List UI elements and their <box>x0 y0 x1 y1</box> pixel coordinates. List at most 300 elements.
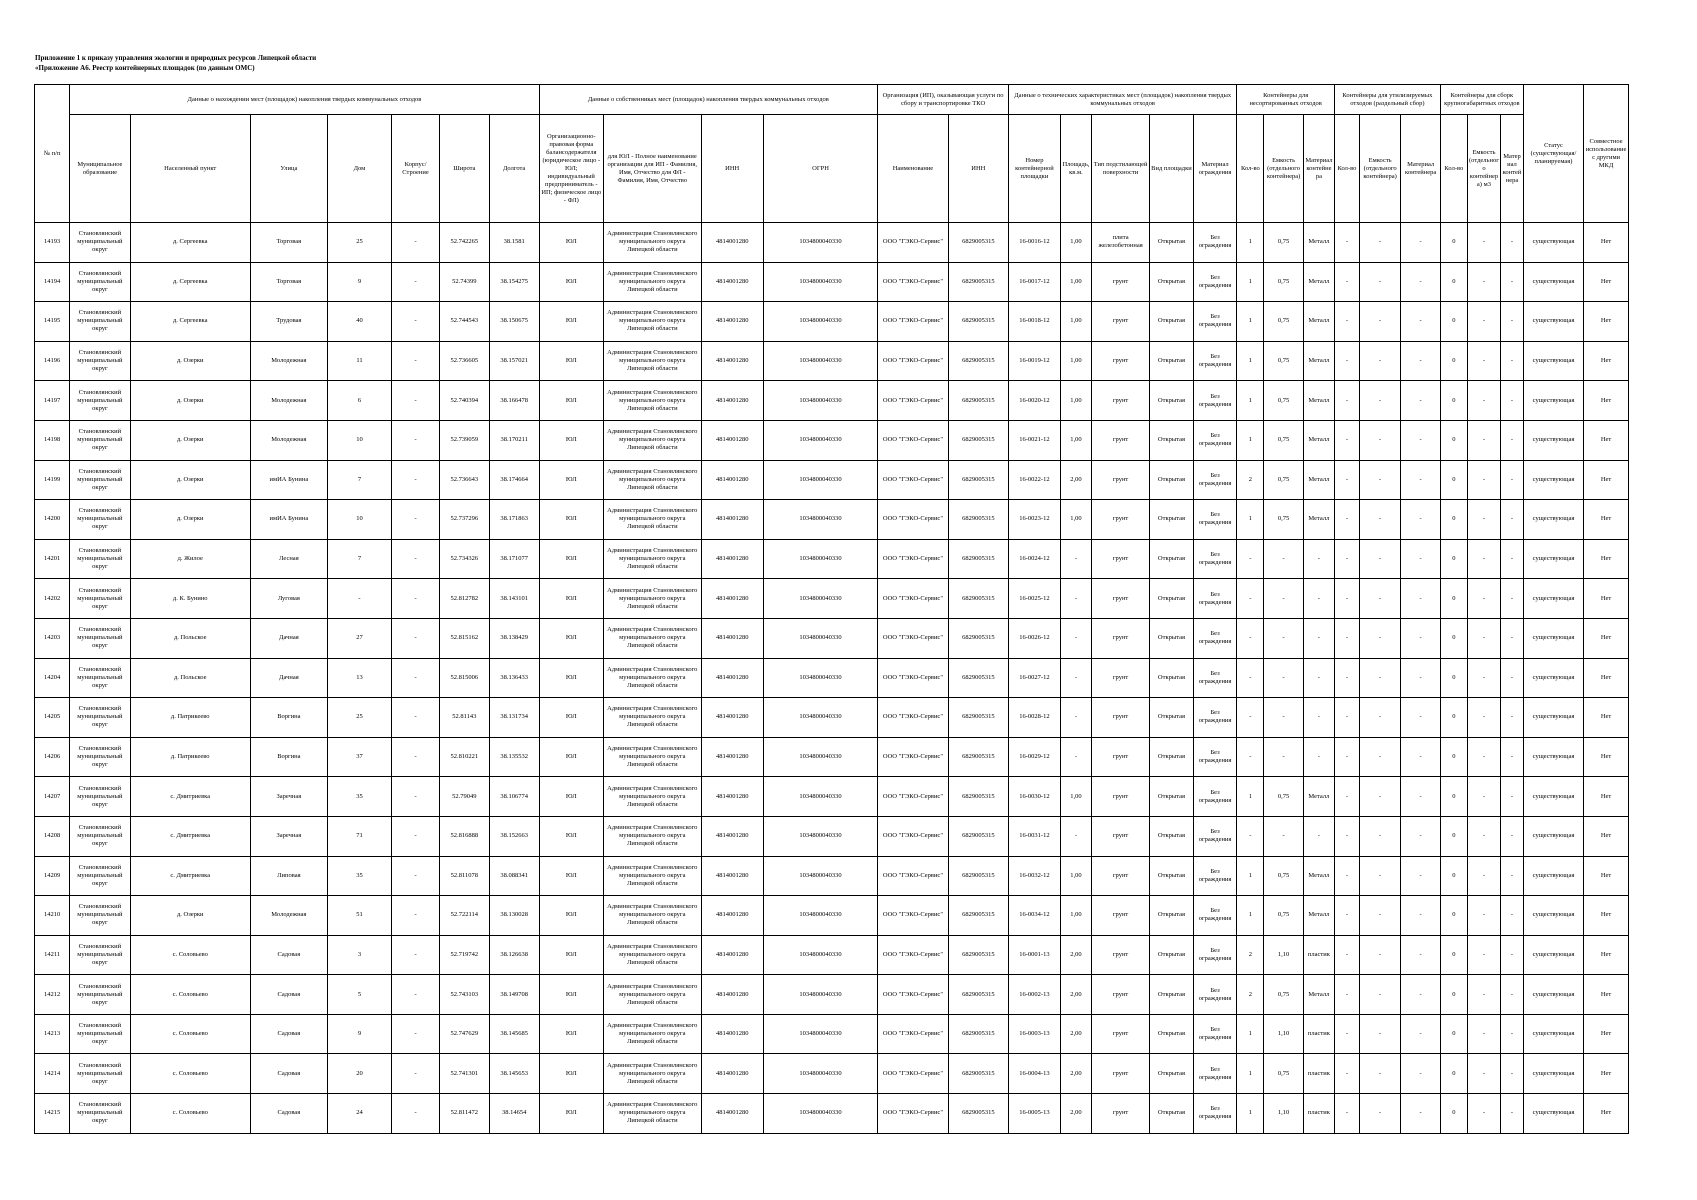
table-cell: 38.171077 <box>489 539 539 579</box>
table-cell: ЮЛ <box>539 737 603 777</box>
table-cell: 0 <box>1440 302 1467 342</box>
table-cell: Нет <box>1584 539 1629 579</box>
table-cell: 6829005315 <box>948 262 1008 302</box>
table-cell: с. Соловьево <box>130 1094 250 1134</box>
table-cell: 52.810221 <box>439 737 489 777</box>
table-cell: Лесная <box>250 539 327 579</box>
table-cell: - <box>1359 1054 1401 1094</box>
table-cell: Администрация Становлянского муниципального округа Липецкой области <box>603 500 701 540</box>
table-cell: 4814001280 <box>701 737 763 777</box>
table-cell: 2 <box>1237 460 1264 500</box>
table-cell: 11 <box>327 341 391 381</box>
table-cell: - <box>1501 460 1524 500</box>
table-cell: имИА Бунина <box>250 460 327 500</box>
table-cell: с. Дмитриевка <box>130 856 250 896</box>
table-cell: 0 <box>1440 698 1467 738</box>
table-row <box>35 341 1629 381</box>
table-cell: грунт <box>1092 381 1150 421</box>
table-cell: 16-0022-12 <box>1008 460 1060 500</box>
table-cell: 6829005315 <box>948 460 1008 500</box>
table-cell: - <box>1501 1014 1524 1054</box>
col-recyclable-material: Материал контейнера <box>1401 115 1440 223</box>
table-cell: ЮЛ <box>539 341 603 381</box>
table-cell: 4814001280 <box>701 460 763 500</box>
table-cell: ЮЛ <box>539 302 603 342</box>
table-cell: 0 <box>1440 658 1467 698</box>
table-cell: д. Озерки <box>130 381 250 421</box>
table-cell: ООО "ГЭКО-Сервис" <box>878 1094 949 1134</box>
table-cell: 0,75 <box>1264 975 1303 1015</box>
table-cell: - <box>1359 737 1401 777</box>
table-cell: Становлянский муниципальный округ <box>70 302 130 342</box>
col-surface: Тип подстилающей поверхности <box>1092 115 1150 223</box>
table-cell: Становлянский муниципальный округ <box>70 856 130 896</box>
table-cell: 14201 <box>35 539 70 579</box>
table-cell: 6829005315 <box>948 1014 1008 1054</box>
table-cell: существующая <box>1523 420 1583 460</box>
table-cell: Администрация Становлянского муниципального округа Липецкой области <box>603 341 701 381</box>
table-cell: - <box>1401 341 1440 381</box>
table-cell: 1,00 <box>1060 856 1091 896</box>
table-cell: 10 <box>327 420 391 460</box>
table-cell: 6829005315 <box>948 579 1008 619</box>
table-cell: - <box>1060 579 1091 619</box>
table-cell: ЮЛ <box>539 381 603 421</box>
table-cell: 14209 <box>35 856 70 896</box>
table-cell: Луговая <box>250 579 327 619</box>
table-cell: - <box>1334 302 1359 342</box>
table-cell: 1034800040330 <box>763 816 877 856</box>
table-cell: 14215 <box>35 1094 70 1134</box>
table-cell: 0 <box>1440 975 1467 1015</box>
table-cell: - <box>1501 618 1524 658</box>
table-cell: 6829005315 <box>948 618 1008 658</box>
table-cell: 6829005315 <box>948 816 1008 856</box>
table-cell: грунт <box>1092 816 1150 856</box>
table-cell: - <box>1060 816 1091 856</box>
table-cell: Открытая <box>1150 698 1194 738</box>
table-cell: - <box>1401 777 1440 817</box>
table-cell: Молодежная <box>250 381 327 421</box>
table-cell: - <box>1359 1014 1401 1054</box>
group-operator: Организация (ИП), оказывающая услуги по сбору и транспортировке ТКО <box>878 85 1009 115</box>
table-row <box>35 460 1629 500</box>
table-cell: - <box>1359 500 1401 540</box>
table-cell: 0 <box>1440 856 1467 896</box>
table-cell: пластик <box>1303 1054 1334 1094</box>
table-cell: ООО "ГЭКО-Сервис" <box>878 975 949 1015</box>
table-cell: - <box>392 381 440 421</box>
table-cell: 16-0003-13 <box>1008 1014 1060 1054</box>
table-cell: Администрация Становлянского муниципального округа Липецкой области <box>603 856 701 896</box>
table-cell: 6829005315 <box>948 698 1008 738</box>
table-cell: д. Озерки <box>130 420 250 460</box>
table-cell: 0 <box>1440 341 1467 381</box>
table-cell: 1034800040330 <box>763 302 877 342</box>
col-owner-name: для ЮЛ - Полное наименование организации для ИП - Фамилия, Имя, Отчество для ФЛ - Фамилия, Имя, Отчество <box>603 115 701 223</box>
table-cell: - <box>392 1094 440 1134</box>
table-cell: ООО "ГЭКО-Сервис" <box>878 935 949 975</box>
table-cell: Без ограждения <box>1193 658 1237 698</box>
table-row <box>35 816 1629 856</box>
table-cell: 14195 <box>35 302 70 342</box>
table-cell: Нет <box>1584 223 1629 263</box>
table-cell: - <box>1501 420 1524 460</box>
table-cell: 1034800040330 <box>763 1094 877 1134</box>
table-cell: 3 <box>327 935 391 975</box>
table-cell: 1,00 <box>1060 500 1091 540</box>
table-cell: 16-0027-12 <box>1008 658 1060 698</box>
table-cell: 6829005315 <box>948 223 1008 263</box>
table-cell: Без ограждения <box>1193 856 1237 896</box>
table-cell: 0,75 <box>1264 777 1303 817</box>
table-cell: д. Озерки <box>130 896 250 936</box>
table-cell: 16-0023-12 <box>1008 500 1060 540</box>
table-cell: 52.737296 <box>439 500 489 540</box>
table-cell: 1 <box>1237 420 1264 460</box>
table-cell: Без ограждения <box>1193 223 1237 263</box>
table-cell: 16-0016-12 <box>1008 223 1060 263</box>
table-cell: 0,75 <box>1264 500 1303 540</box>
table-row <box>35 777 1629 817</box>
table-cell: 4814001280 <box>701 658 763 698</box>
table-cell: ООО "ГЭКО-Сервис" <box>878 500 949 540</box>
table-cell: - <box>1501 935 1524 975</box>
table-cell: - <box>1237 737 1264 777</box>
table-cell: - <box>1401 658 1440 698</box>
table-cell: 4814001280 <box>701 420 763 460</box>
table-cell: 16-0021-12 <box>1008 420 1060 460</box>
table-cell: 2,00 <box>1060 1094 1091 1134</box>
table-cell: - <box>1401 618 1440 658</box>
table-cell: Открытая <box>1150 1054 1194 1094</box>
table-cell: существующая <box>1523 658 1583 698</box>
table-cell: Открытая <box>1150 381 1194 421</box>
col-legal-form: Организационно-правовая форма балансодержателя (юридическое лицо - ЮЛ; индивидуальный предприниматель - ИП; физическое лицо - ФЛ) <box>539 115 603 223</box>
col-municipality: Муниципальное образование <box>70 115 130 223</box>
table-cell: - <box>1501 579 1524 619</box>
table-cell: 9 <box>327 262 391 302</box>
table-cell: ООО "ГЭКО-Сервис" <box>878 302 949 342</box>
table-cell: Металл <box>1303 262 1334 302</box>
table-cell: Нет <box>1584 500 1629 540</box>
group-tech: Данные о технических характеристиках мест (площадок) накопления твердых коммунальных отходов <box>1008 85 1236 115</box>
table-cell: 51 <box>327 896 391 936</box>
table-cell: 4814001280 <box>701 975 763 1015</box>
table-cell: - <box>1359 935 1401 975</box>
table-cell: ООО "ГЭКО-Сервис" <box>878 223 949 263</box>
table-cell: - <box>1501 223 1524 263</box>
table-cell: д. К. Бунино <box>130 579 250 619</box>
table-cell: имИА Бунина <box>250 500 327 540</box>
table-cell: - <box>1467 698 1500 738</box>
col-ogrn: ОГРН <box>763 115 877 223</box>
table-cell: Без ограждения <box>1193 579 1237 619</box>
table-cell: - <box>1359 777 1401 817</box>
table-cell: 1 <box>1237 500 1264 540</box>
table-cell: Воргина <box>250 737 327 777</box>
table-cell: 38.174664 <box>489 460 539 500</box>
table-cell: 6 <box>327 381 391 421</box>
table-cell: Дачная <box>250 658 327 698</box>
table-cell: - <box>1401 262 1440 302</box>
table-cell: грунт <box>1092 777 1150 817</box>
table-cell: грунт <box>1092 975 1150 1015</box>
table-cell: Администрация Становлянского муниципального округа Липецкой области <box>603 460 701 500</box>
table-cell: грунт <box>1092 420 1150 460</box>
table-cell: Без ограждения <box>1193 302 1237 342</box>
table-cell: Становлянский муниципальный округ <box>70 1094 130 1134</box>
table-cell: 24 <box>327 1094 391 1134</box>
table-cell: - <box>1359 579 1401 619</box>
table-cell: Садовая <box>250 975 327 1015</box>
table-cell: - <box>327 579 391 619</box>
table-cell: ЮЛ <box>539 935 603 975</box>
table-cell: д. Озерки <box>130 341 250 381</box>
col-area: Площадь, кв.м. <box>1060 115 1091 223</box>
table-cell: 4814001280 <box>701 816 763 856</box>
table-cell: ЮЛ <box>539 460 603 500</box>
table-cell: - <box>1237 618 1264 658</box>
table-cell: 52.741301 <box>439 1054 489 1094</box>
table-cell: 6829005315 <box>948 935 1008 975</box>
table-cell: ЮЛ <box>539 658 603 698</box>
table-cell: Становлянский муниципальный округ <box>70 618 130 658</box>
container-sites-registry-table <box>34 84 1629 1134</box>
table-cell: - <box>1303 618 1334 658</box>
table-cell: Нет <box>1584 935 1629 975</box>
table-cell: пластик <box>1303 1094 1334 1134</box>
table-row <box>35 1054 1629 1094</box>
col-operator-name: Наименование <box>878 115 949 223</box>
table-cell: существующая <box>1523 975 1583 1015</box>
group-recyclable: Контейнеры для утилизируемых отходов (раздельный сбор) <box>1334 85 1440 115</box>
table-cell: 14214 <box>35 1054 70 1094</box>
col-status: Статус (существующая/ планируемая) <box>1523 85 1583 223</box>
table-cell: - <box>1501 816 1524 856</box>
table-cell: 14208 <box>35 816 70 856</box>
table-cell: - <box>1401 302 1440 342</box>
table-cell: - <box>1401 1014 1440 1054</box>
table-cell: 6829005315 <box>948 302 1008 342</box>
table-cell: 16-0026-12 <box>1008 618 1060 658</box>
table-cell: - <box>1501 658 1524 698</box>
table-cell: - <box>1401 1094 1440 1134</box>
table-cell: - <box>1501 1054 1524 1094</box>
table-cell: д. Жилое <box>130 539 250 579</box>
table-cell: Становлянский муниципальный округ <box>70 737 130 777</box>
table-cell: - <box>1264 816 1303 856</box>
table-cell: Нет <box>1584 1094 1629 1134</box>
table-row <box>35 737 1629 777</box>
table-cell: пластик <box>1303 935 1334 975</box>
table-cell: - <box>1060 658 1091 698</box>
table-cell: 4814001280 <box>701 896 763 936</box>
table-cell: 37 <box>327 737 391 777</box>
group-bulky: Контейнеры для сборк крупногабаритных отходов <box>1440 85 1523 115</box>
col-site-type: Вид площадки <box>1150 115 1194 223</box>
col-fence: Материал ограждения <box>1193 115 1237 223</box>
table-cell: - <box>1334 618 1359 658</box>
table-cell: 27 <box>327 618 391 658</box>
col-site-no: Номер контейнерной площадки <box>1008 115 1060 223</box>
table-cell: пластик <box>1303 1014 1334 1054</box>
table-row <box>35 223 1629 263</box>
col-shared: Совместное использование с другими МКД <box>1584 85 1629 223</box>
table-cell: Нет <box>1584 460 1629 500</box>
table-cell: ООО "ГЭКО-Сервис" <box>878 856 949 896</box>
table-cell: грунт <box>1092 935 1150 975</box>
table-cell: 52.719742 <box>439 935 489 975</box>
table-cell: Молодежная <box>250 896 327 936</box>
table-cell: существующая <box>1523 262 1583 302</box>
table-cell: Без ограждения <box>1193 262 1237 302</box>
table-cell: 1 <box>1237 1014 1264 1054</box>
table-cell: 4814001280 <box>701 341 763 381</box>
table-cell: Администрация Становлянского муниципального округа Липецкой области <box>603 935 701 975</box>
table-cell: - <box>1359 262 1401 302</box>
table-cell: Садовая <box>250 935 327 975</box>
table-cell: 6829005315 <box>948 420 1008 460</box>
table-cell: - <box>392 1014 440 1054</box>
table-cell: - <box>1359 302 1401 342</box>
table-cell: 35 <box>327 856 391 896</box>
table-cell: - <box>1334 420 1359 460</box>
table-cell: - <box>392 856 440 896</box>
table-cell: 14206 <box>35 737 70 777</box>
table-cell: Открытая <box>1150 618 1194 658</box>
table-cell: грунт <box>1092 579 1150 619</box>
table-cell: 1,00 <box>1060 420 1091 460</box>
table-cell: - <box>1334 896 1359 936</box>
table-cell: Становлянский муниципальный округ <box>70 381 130 421</box>
table-cell: Нет <box>1584 698 1629 738</box>
table-cell: - <box>1303 816 1334 856</box>
table-cell: - <box>1264 737 1303 777</box>
table-cell: 38.145685 <box>489 1014 539 1054</box>
table-cell: Администрация Становлянского муниципального округа Липецкой области <box>603 420 701 460</box>
table-cell: ООО "ГЭКО-Сервис" <box>878 618 949 658</box>
table-cell: 0 <box>1440 935 1467 975</box>
table-cell: - <box>1467 1054 1500 1094</box>
table-cell: существующая <box>1523 460 1583 500</box>
table-cell: Без ограждения <box>1193 460 1237 500</box>
table-cell: ООО "ГЭКО-Сервис" <box>878 579 949 619</box>
table-cell: 0,75 <box>1264 856 1303 896</box>
table-cell: 1 <box>1237 1094 1264 1134</box>
table-cell: - <box>1467 302 1500 342</box>
table-cell: - <box>1264 579 1303 619</box>
table-cell: - <box>1501 975 1524 1015</box>
table-cell: - <box>1334 223 1359 263</box>
col-bulky-material: Материал контейнера <box>1501 115 1524 223</box>
table-cell: 4814001280 <box>701 1094 763 1134</box>
col-unsorted-capacity: Емкость (отдельного контейнера) <box>1264 115 1303 223</box>
table-cell: ООО "ГЭКО-Сервис" <box>878 341 949 381</box>
table-cell: 52.812782 <box>439 579 489 619</box>
table-cell: 6829005315 <box>948 737 1008 777</box>
table-cell: 2,00 <box>1060 460 1091 500</box>
table-cell: существующая <box>1523 777 1583 817</box>
table-cell: 4814001280 <box>701 223 763 263</box>
table-cell: 1034800040330 <box>763 420 877 460</box>
table-cell: 1,00 <box>1060 223 1091 263</box>
table-cell: - <box>1334 460 1359 500</box>
table-cell: ЮЛ <box>539 698 603 738</box>
table-cell: 25 <box>327 223 391 263</box>
table-cell: ЮЛ <box>539 539 603 579</box>
table-cell: 0 <box>1440 896 1467 936</box>
table-cell: грунт <box>1092 658 1150 698</box>
table-cell: 52.811472 <box>439 1094 489 1134</box>
table-cell: - <box>1334 381 1359 421</box>
table-cell: 6829005315 <box>948 539 1008 579</box>
table-cell: 0,75 <box>1264 896 1303 936</box>
table-cell: 14194 <box>35 262 70 302</box>
table-cell: Открытая <box>1150 223 1194 263</box>
table-cell: 14200 <box>35 500 70 540</box>
table-cell: с. Соловьево <box>130 1054 250 1094</box>
table-cell: - <box>1467 262 1500 302</box>
table-cell: 9 <box>327 1014 391 1054</box>
table-cell: 0 <box>1440 777 1467 817</box>
table-cell: 1034800040330 <box>763 539 877 579</box>
table-cell: ООО "ГЭКО-Сервис" <box>878 698 949 738</box>
table-cell: - <box>1359 420 1401 460</box>
table-cell: ЮЛ <box>539 618 603 658</box>
table-cell: грунт <box>1092 1094 1150 1134</box>
table-cell: 0 <box>1440 1094 1467 1134</box>
table-cell: грунт <box>1092 698 1150 738</box>
table-cell: Нет <box>1584 856 1629 896</box>
table-cell: - <box>1467 856 1500 896</box>
table-cell: 0 <box>1440 1054 1467 1094</box>
table-cell: - <box>1501 262 1524 302</box>
table-cell: существующая <box>1523 935 1583 975</box>
col-bulky-capacity: Емкость (отдельного контейнера) м3 <box>1467 115 1500 223</box>
table-cell: 6829005315 <box>948 896 1008 936</box>
table-cell: - <box>1359 381 1401 421</box>
table-cell: 1034800040330 <box>763 698 877 738</box>
table-cell: - <box>1467 420 1500 460</box>
table-cell: - <box>1467 737 1500 777</box>
table-cell: ЮЛ <box>539 816 603 856</box>
table-cell: 1 <box>1237 896 1264 936</box>
table-cell: 2,00 <box>1060 935 1091 975</box>
table-cell: Администрация Становлянского муниципального округа Липецкой области <box>603 223 701 263</box>
table-cell: - <box>1501 698 1524 738</box>
col-operator-inn: ИНН <box>948 115 1008 223</box>
table-cell: 0,75 <box>1264 341 1303 381</box>
table-cell: - <box>1060 539 1091 579</box>
table-cell: 1,00 <box>1060 777 1091 817</box>
table-cell: 14207 <box>35 777 70 817</box>
table-cell: - <box>1303 579 1334 619</box>
table-cell: Становлянский муниципальный округ <box>70 539 130 579</box>
table-cell: 16-0025-12 <box>1008 579 1060 619</box>
table-cell: - <box>1467 1014 1500 1054</box>
table-cell: Администрация Становлянского муниципального округа Липецкой области <box>603 698 701 738</box>
table-cell: 1,10 <box>1264 1094 1303 1134</box>
table-cell: - <box>1060 618 1091 658</box>
header-line-1: Приложение 1 к приказу управления экологии и природных ресурсов Липецкой области <box>35 54 317 62</box>
table-row <box>35 896 1629 936</box>
table-cell: - <box>1401 460 1440 500</box>
table-cell: - <box>1237 579 1264 619</box>
table-cell: Металл <box>1303 460 1334 500</box>
table-cell: - <box>392 223 440 263</box>
table-cell: - <box>1401 539 1440 579</box>
